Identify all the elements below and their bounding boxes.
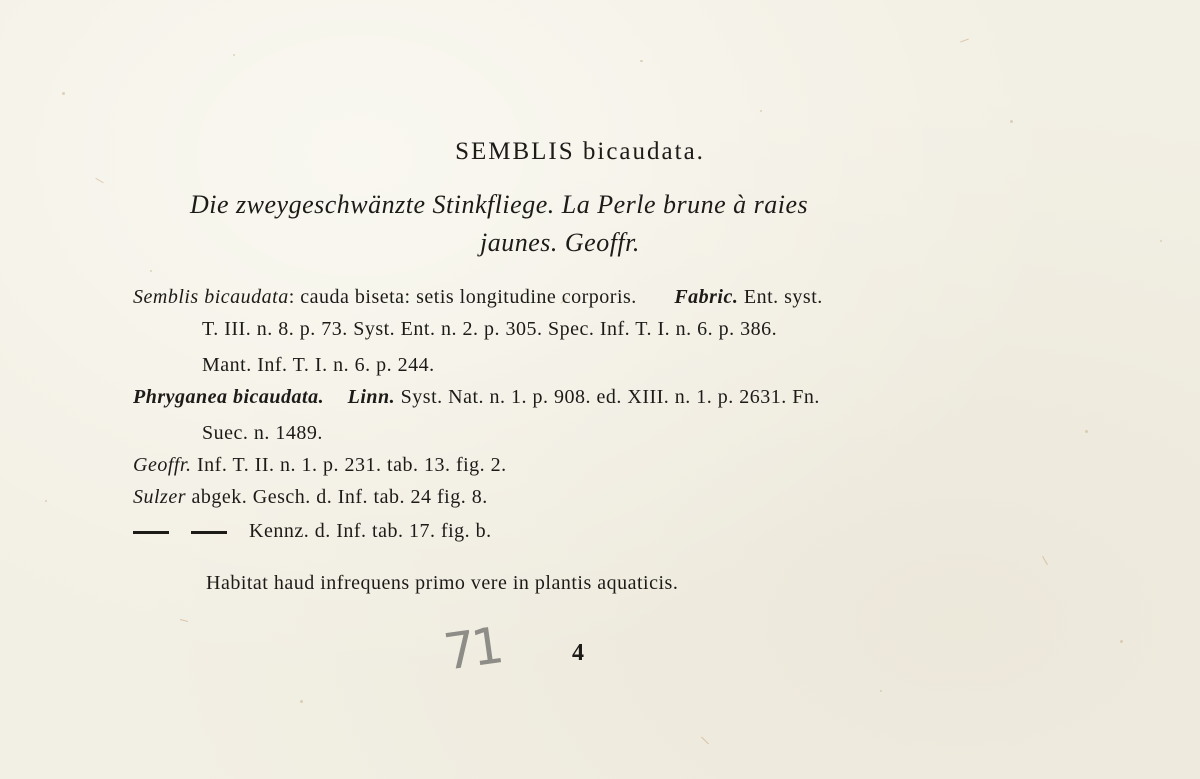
paper-fleck [1085,430,1088,433]
taxon-name: Sulzer [133,486,186,508]
paper-fleck [640,60,643,62]
paper-fleck [1010,120,1013,123]
page-title: SEMBLIS bicaudata. [455,138,705,165]
vernacular-names [190,186,960,262]
author-ref: Fabric. [674,286,739,308]
paper-fiber [701,737,709,745]
paper-fleck [150,270,152,272]
entry-text: Kennz. d. Inf. tab. 17. fig. b. [249,520,492,542]
synonym-entry [133,520,492,543]
paper-fleck [1160,240,1162,242]
paper-fleck [760,110,762,112]
paper-fleck [45,500,47,502]
taxon-name: Semblis bicaudata [133,286,289,308]
ditto-dash [133,531,169,534]
synonym-entry [133,486,488,509]
handwritten-number: 71 [440,616,504,682]
paper-fiber [960,38,969,42]
paper-fleck [233,54,235,56]
entry-text: Ent. syst. [743,286,823,308]
page-number: 4 [572,640,584,666]
entry-text: abgek. Gesch. d. Inf. tab. 24 fig. 8. [191,486,488,508]
synonym-entry [133,454,507,477]
ditto-dash [191,531,227,534]
taxon-name: Geoffr. [133,454,192,476]
author-ref: Linn. [347,386,396,408]
habitat-note: Habitat haud infrequens primo vere in plantis aquaticis. [206,572,679,594]
entry-text: : cauda biseta: setis longitudine corporis. [288,286,637,308]
synonym-entry [133,386,820,409]
subtitle-line-2: jaunes. Geoffr. [480,228,640,257]
paper-fiber [180,619,188,622]
paper-fleck [1120,640,1123,643]
synonym-entry-continuation: Mant. Inf. T. I. n. 6. p. 244. [202,354,435,376]
paper-fiber [95,178,103,183]
synonym-entry-continuation: T. III. n. 8. p. 73. Syst. Ent. n. 2. p. 305. Spec. Inf. T. I. n. 6. p. 386. [202,318,778,340]
synonym-entry-continuation: Suec. n. 1489. [202,422,323,444]
synonym-entry [133,286,823,309]
entry-text: Syst. Nat. n. 1. p. 908. ed. XIII. n. 1. p. 2631. Fn. [400,386,820,408]
paper-fleck [300,700,303,703]
subtitle-line-1: Die zweygeschwänzte Stinkfliege. La Perle brune à raies [190,190,809,219]
paper-fleck [62,92,65,95]
taxon-name: Phryganea bicaudata. [133,386,325,408]
paper-fleck [880,690,882,692]
entry-text: Inf. T. II. n. 1. p. 231. tab. 13. fig. 2. [197,454,507,476]
paper-fiber [1042,556,1048,565]
